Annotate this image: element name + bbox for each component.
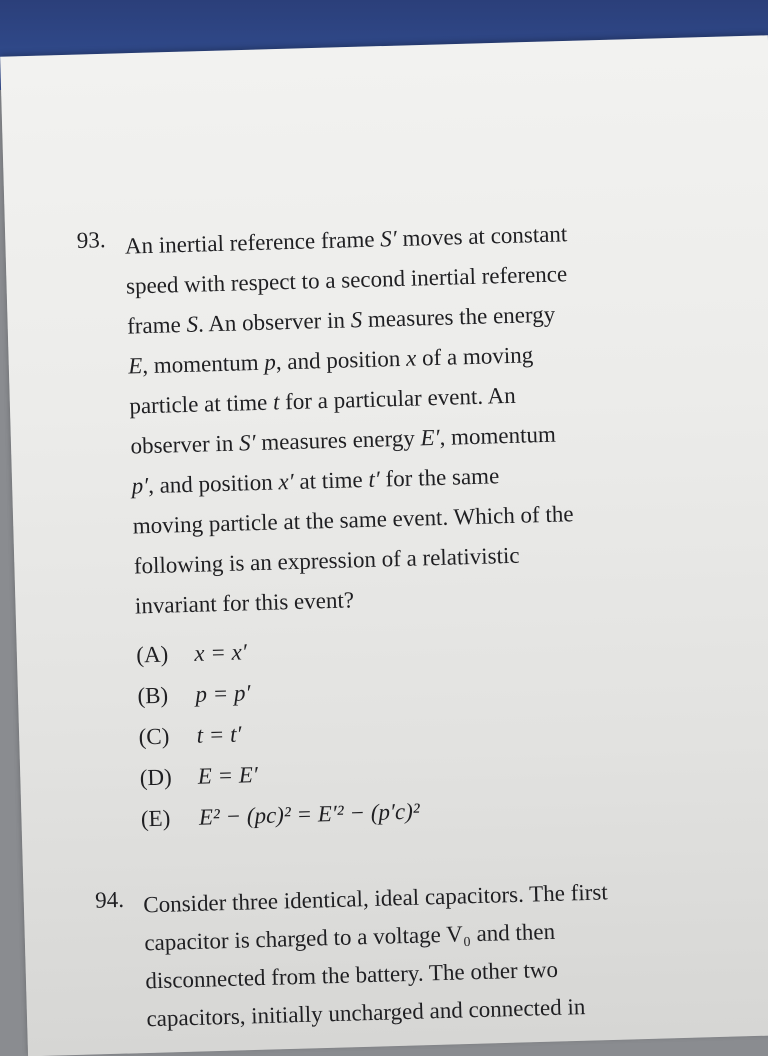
stem-line: An inertial reference frame S′ moves at constant: [124, 221, 568, 259]
question-number: 94.: [94, 886, 125, 913]
stem-line: observer in S′ measures energy E′, momentum: [130, 421, 557, 459]
choice-label: (E): [140, 805, 171, 832]
stem-line: disconnected from the battery. The other two: [145, 956, 559, 994]
choice-label: (C): [138, 723, 170, 750]
choice-label: (D): [139, 764, 173, 791]
question-number: 93.: [76, 227, 106, 253]
question-94: [95, 869, 759, 1039]
stem-line: capacitors, initially uncharged and connected in: [146, 994, 586, 1032]
stem-line: capacitor is charged to a voltage V₀ and then: [144, 918, 556, 956]
choice-label: (B): [137, 682, 169, 709]
stem-line: invariant for this event?: [134, 587, 355, 619]
stem-line: moving particle at the same event. Which of the: [132, 501, 574, 539]
question-93: [76, 210, 753, 841]
choice-expression: E = E′: [197, 762, 259, 789]
stem-line: following is an expression of a relativistic: [133, 542, 520, 579]
choice-label: (A): [135, 641, 169, 668]
stem-line: frame S. An observer in S measures the energy: [126, 301, 556, 339]
stem-line: particle at time t for a particular event. An: [129, 382, 516, 419]
stem-line: E, momentum p, and position x of a moving: [127, 342, 534, 379]
choice-expression: x = x′: [193, 639, 248, 666]
choice-expression: t = t′: [196, 721, 242, 748]
stem-line: Consider three identical, ideal capacitors. The first: [142, 879, 609, 918]
choice-expression: E² − (pc)² = E′² − (p′c)²: [198, 798, 421, 830]
stem-line: p′, and position x′ at time t′ for the same: [131, 463, 500, 499]
question-stem: [143, 869, 759, 1038]
question-stem: [124, 210, 753, 840]
choice-expression: p = p′: [195, 680, 251, 707]
stem-line: speed with respect to a second inertial reference: [125, 261, 568, 299]
answer-choices: [136, 617, 753, 839]
